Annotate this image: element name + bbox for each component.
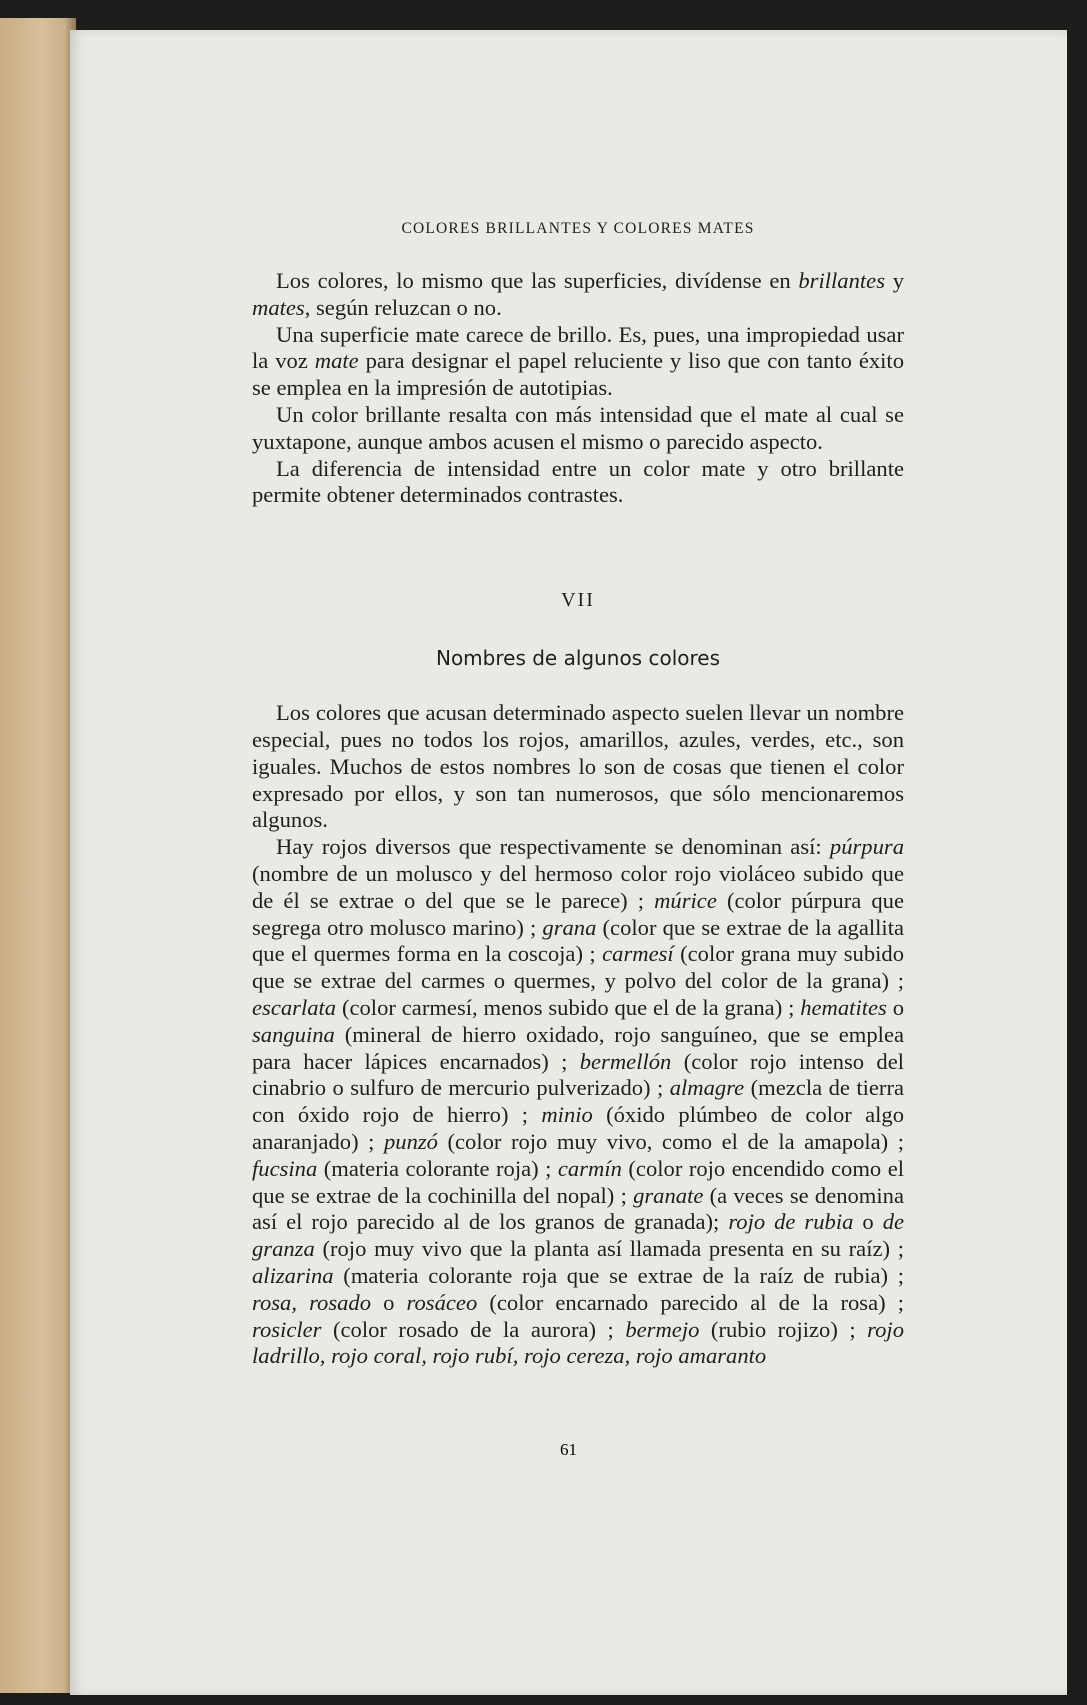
paragraph: [252, 402, 904, 456]
italic-term: rojo ladrillo, rojo coral, rojo rubí, rojo cereza, rojo amaranto: [252, 1316, 904, 1369]
text-run: (materia colorante roja) ;: [317, 1155, 558, 1181]
text-run: o: [371, 1289, 407, 1315]
italic-term: rosicler: [252, 1316, 322, 1342]
paragraph: [252, 834, 904, 1370]
text-run: (materia colorante roja que se extrae de la raíz de rubia) ;: [333, 1262, 904, 1288]
text-run: y: [885, 268, 905, 293]
chapter-title: Nombres de algunos colores: [435, 646, 720, 671]
italic-term: fucsina: [252, 1155, 318, 1181]
paragraph: [252, 456, 904, 510]
italic-term: punzó: [383, 1128, 438, 1154]
text-run: (color rojo encendido como el que se extrae de la cochinilla del nopal) ;: [252, 1155, 904, 1208]
text-run: (color rojo intenso del cinabrio o sulfuro de mercurio pulverizado) ;: [252, 1048, 905, 1101]
italic-term: bermellón: [579, 1048, 672, 1074]
text-run: Los colores que acusan determinado aspecto suelen llevar un nombre especial, pues no todos los rojos, amarillos, azules, verdes, etc., son iguales. Muchos de estos nombres lo son de cosas que tienen el color expresado por ellos, y son tan numerosos, que sólo mencionaremos algunos.: [252, 700, 904, 833]
text-run: (rubio rojizo) ;: [699, 1316, 868, 1342]
text-run: (color grana muy subido que se extrae del carmes o quermes, y polvo del color de la grana) ;: [252, 941, 904, 994]
text-run: (rojo muy vivo que la planta así llamada presenta en su raíz) ;: [314, 1236, 904, 1262]
italic-term: alizarina: [252, 1262, 334, 1288]
text-run: (color rojo muy vivo, como el de la amapola) ;: [437, 1128, 905, 1154]
italic-term: múrice: [654, 887, 717, 913]
text-run: La diferencia de intensidad entre un color mate y otro brillante permite obtener determinados contrastes.: [252, 455, 904, 508]
italic-term: hematites: [800, 994, 887, 1020]
italic-term: mate: [314, 348, 359, 374]
section-gap: [252, 509, 904, 589]
book-page: [70, 30, 1067, 1695]
text-run: (color rosado de la aurora) ;: [321, 1316, 626, 1342]
italic-term: grana: [542, 914, 597, 940]
paragraph: [252, 268, 904, 322]
chapter-number: VII: [561, 589, 595, 612]
text-run: para designar el papel reluciente y liso que con tanto éxito se emplea en la impresión de autotipias.: [252, 348, 904, 401]
chapter-body: [252, 700, 904, 1370]
page-content: [252, 220, 904, 1370]
text-run: (color púrpura que segrega otro molusco marino) ;: [252, 887, 904, 940]
italic-term: carmesí: [602, 941, 674, 967]
italic-term: minio: [541, 1102, 593, 1128]
text-run: (a veces se denomina así el rojo parecido al de los granos de granada);: [252, 1182, 904, 1235]
italic-term: rosa, rosado: [252, 1289, 372, 1315]
text-run: (óxido plúmbeo de color algo anaranjado) ;: [252, 1102, 904, 1154]
text-run: o: [886, 994, 904, 1020]
text-run: Los colores, lo mismo que las superficies, divídense en: [276, 268, 799, 293]
italic-term: carmín: [557, 1155, 622, 1181]
text-run: Hay rojos diversos que respectivamente se denominan así:: [276, 834, 830, 860]
running-head: COLORES BRILLANTES Y COLORES MATES: [401, 220, 755, 237]
text-run: (color que se extrae de la agallita que el quermes forma en la coscoja) ;: [252, 914, 904, 967]
italic-term: de granza: [252, 1209, 905, 1262]
text-run: (mezcla de tierra con óxido rojo de hierro) ;: [252, 1075, 904, 1128]
page-number: 61: [560, 1440, 577, 1459]
paragraph: [252, 700, 904, 834]
italic-term: almagre: [669, 1075, 745, 1101]
text-run: Un color brillante resalta con más intensidad que el mate al cual se yuxtapone, aunque ambos acusen el mismo o parecido aspecto.: [252, 401, 904, 454]
italic-term: rosáceo: [406, 1289, 478, 1315]
text-run: (color encarnado parecido al de la rosa) ;: [477, 1289, 904, 1315]
text-run: (mineral de hierro oxidado, rojo sanguíneo, que se emplea para hacer lápices encarnados) ;: [252, 1021, 904, 1074]
italic-term: bermejo: [625, 1316, 700, 1342]
italic-term: sanguina: [252, 1021, 335, 1047]
italic-term: brillantes: [798, 268, 885, 293]
text-run: Una superficie mate carece de brillo. Es, pues, una impropiedad usar la voz: [252, 321, 904, 374]
text-run: , según reluzcan o no.: [304, 294, 502, 320]
text-run: o: [853, 1209, 883, 1235]
italic-term: mates: [252, 294, 305, 320]
italic-term: púrpura: [829, 834, 904, 860]
italic-term: rojo de rubia: [728, 1209, 854, 1235]
text-run: (nombre de un molusco y del hermoso color rojo violáceo subido que de él se extrae o del que se le parece) ;: [252, 860, 904, 913]
paragraph: [252, 322, 904, 402]
text-run: (color carmesí, menos subido que el de la grana) ;: [336, 994, 801, 1020]
italic-term: escarlata: [252, 994, 337, 1020]
book-spine-edge: [0, 18, 76, 1693]
intro-section: [252, 268, 904, 509]
italic-term: granate: [633, 1182, 704, 1208]
